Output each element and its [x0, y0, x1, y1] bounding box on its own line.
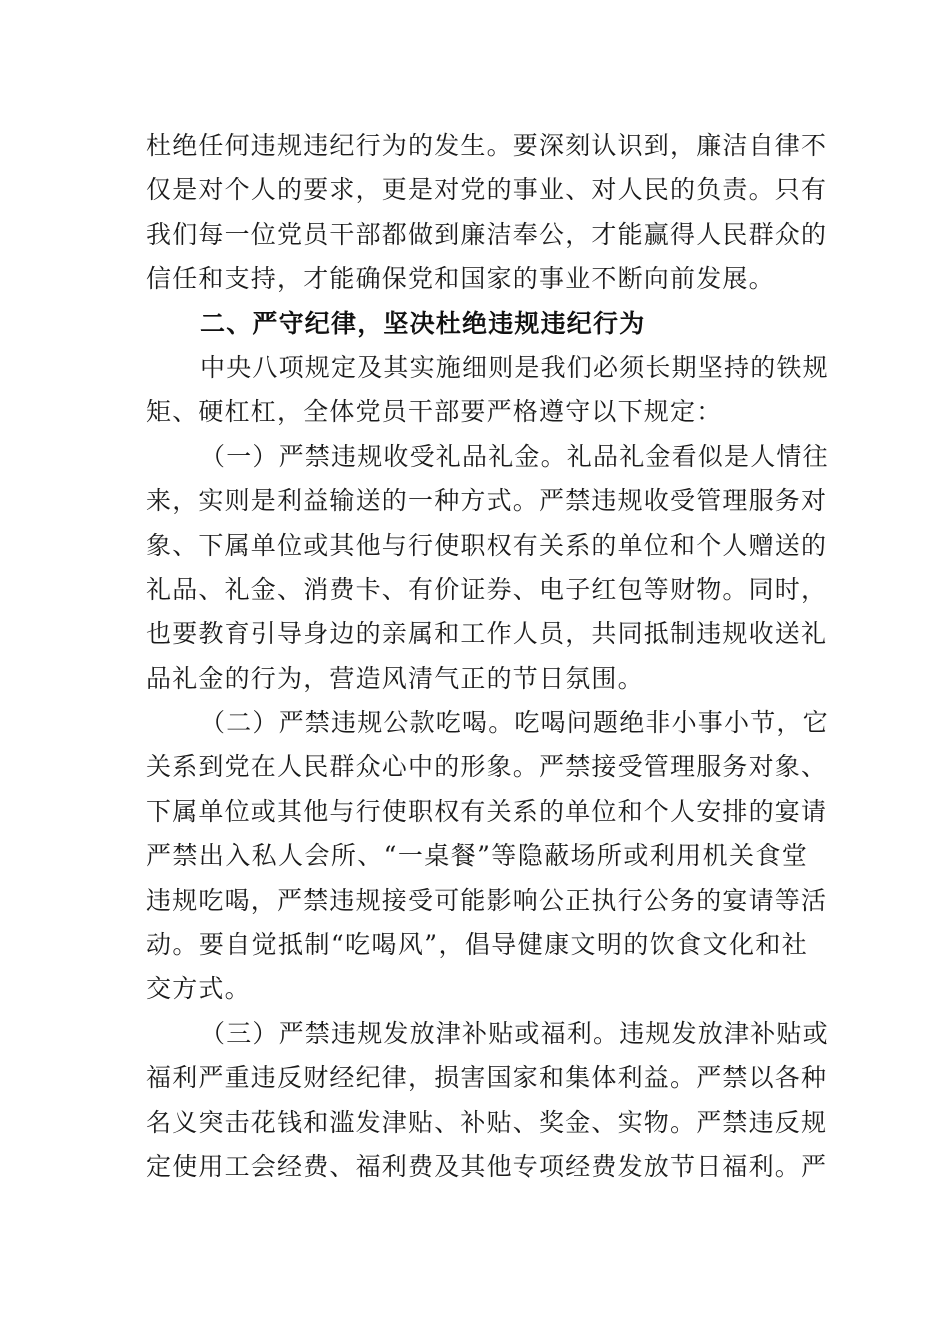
- paragraph-intro: [146, 346, 829, 435]
- text-line: 也要教育引导身边的亲属和工作人员，共同抵制违规收送礼: [146, 619, 828, 649]
- text-line: （一）严禁违规收受礼品礼金。礼品礼金看似是人情往: [200, 441, 829, 471]
- text-line: 我们每一位党员干部都做到廉洁奉公，才能赢得人民群众的: [146, 219, 828, 249]
- paragraph-item-1: [146, 435, 829, 701]
- paragraph-continuation: [146, 124, 828, 302]
- text-line: 福利严重违反财经纪律，损害国家和集体利益。严禁以各种: [146, 1063, 828, 1093]
- document-body: [146, 124, 829, 1189]
- text-line: 下属单位或其他与行使职权有关系的单位和个人安排的宴请: [146, 796, 828, 826]
- text-line: 动。要自觉抵制“吃喝风”，倡导健康文明的饮食文化和社: [146, 930, 808, 960]
- section-heading: [146, 302, 808, 346]
- paragraph-item-2: [146, 701, 829, 1012]
- text-line: （三）严禁违规发放津补贴或福利。违规发放津补贴或: [200, 1018, 829, 1048]
- text-line: 品礼金的行为，营造风清气正的节日氛围。: [146, 663, 644, 693]
- text-line: 信任和支持，才能确保党和国家的事业不断向前发展。: [146, 264, 775, 294]
- text-line: 中央八项规定及其实施细则是我们必须长期坚持的铁规: [200, 352, 829, 382]
- text-line: 关系到党在人民群众心中的形象。严禁接受管理服务对象、: [146, 752, 828, 782]
- text-line: 礼品、礼金、消费卡、有价证券、电子红包等财物。同时，: [146, 574, 828, 604]
- text-line: （二）严禁违规公款吃喝。吃喝问题绝非小事小节，它: [200, 708, 829, 738]
- text-line: 交方式。: [146, 974, 251, 1004]
- text-line: 严禁出入私人会所、“一桌餐”等隐蔽场所或利用机关食堂: [146, 841, 808, 871]
- text-line: 定使用工会经费、福利费及其他专项经费发放节日福利。严: [146, 1151, 828, 1181]
- text-line: 名义突击花钱和滥发津贴、补贴、奖金、实物。严禁违反规: [146, 1107, 828, 1137]
- text-line: 来，实则是利益输送的一种方式。严禁违规收受管理服务对: [146, 486, 828, 516]
- heading-text: 二、严守纪律，坚决杜绝违规违纪行为: [200, 308, 646, 338]
- text-line: 象、下属单位或其他与行使职权有关系的单位和个人赠送的: [146, 530, 828, 560]
- text-line: 矩、硬杠杠，全体党员干部要严格遵守以下规定：: [146, 397, 723, 427]
- paragraph-item-3: [146, 1012, 829, 1190]
- text-line: 仅是对个人的要求，更是对党的事业、对人民的负责。只有: [146, 175, 828, 205]
- text-line: 违规吃喝，严禁违规接受可能影响公正执行公务的宴请等活: [146, 885, 828, 915]
- text-line: 杜绝任何违规违纪行为的发生。要深刻认识到，廉洁自律不: [146, 131, 828, 160]
